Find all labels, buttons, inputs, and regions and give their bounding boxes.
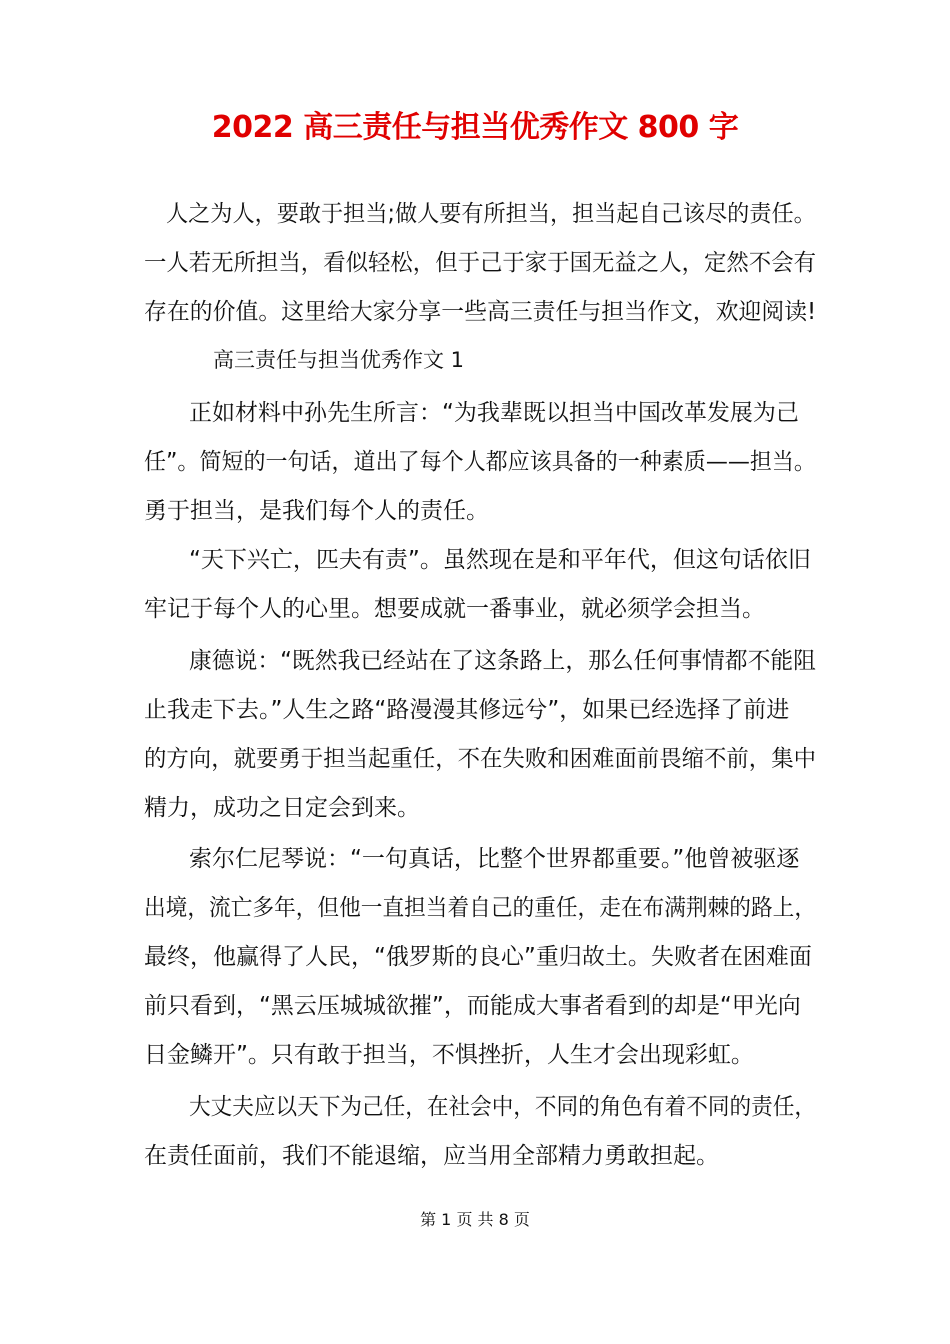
paragraph-line: 在责任面前，我们不能退缩，应当用全部精力勇敢担起。 bbox=[144, 1143, 719, 1169]
essay-subheading: 高三责任与担当优秀作文 1 bbox=[213, 348, 465, 372]
paragraph-line: “天下兴亡，匹夫有责”。虽然现在是和平年代，但这句话依旧 bbox=[189, 547, 811, 573]
paragraph-line: 正如材料中孙先生所言：“为我辈既以担当中国改革发展为己 bbox=[189, 400, 799, 426]
paragraph-line: 勇于担当，是我们每个人的责任。 bbox=[144, 498, 489, 524]
intro-line: 人之为人，要敢于担当;做人要有所担当，担当起自己该尽的责任。 bbox=[166, 201, 816, 227]
paragraph-line: 日金鳞开”。只有敢于担当，不惧挫折，人生才会出现彩虹。 bbox=[144, 1042, 754, 1068]
paragraph-line: 的方向，就要勇于担当起重任，不在失败和困难面前畏缩不前，集中 bbox=[144, 746, 816, 772]
intro-line: 一人若无所担当，看似轻松，但于己于家于国无益之人，定然不会有 bbox=[144, 250, 816, 276]
paragraph-line: 康德说：“既然我已经站在了这条路上，那么任何事情都不能阻 bbox=[189, 648, 816, 674]
paragraph-line: 前只看到，“黑云压城城欲摧”，而能成大事者看到的却是“甲光向 bbox=[144, 993, 801, 1019]
paragraph-line: 大丈夫应以天下为己任，在社会中，不同的角色有着不同的责任， bbox=[189, 1094, 816, 1120]
page-footer: 第 1 页 共 8 页 bbox=[420, 1210, 530, 1229]
paragraph-line: 牢记于每个人的心里。想要成就一番事业，就必须学会担当。 bbox=[144, 596, 765, 622]
paragraph-line: 精力，成功之日定会到来。 bbox=[144, 795, 420, 821]
paragraph-line: 索尔仁尼琴说：“一句真话，比整个世界都重要。”他曾被驱逐 bbox=[189, 846, 800, 872]
paragraph-line: 最终，他赢得了人民，“俄罗斯的良心”重归故土。失败者在困难面 bbox=[144, 944, 812, 970]
paragraph-line: 止我走下去。”人生之路“路漫漫其修远兮”，如果已经选择了前进 bbox=[144, 697, 790, 723]
paragraph-line: 任”。简短的一句话，道出了每个人都应该具备的一种素质——担当。 bbox=[144, 449, 816, 475]
intro-line: 存在的价值。这里给大家分享一些高三责任与担当作文，欢迎阅读! bbox=[144, 299, 817, 325]
paragraph-line: 出境，流亡多年，但他一直担当着自己的重任，走在布满荆棘的路上， bbox=[144, 895, 816, 921]
document-title: 2022 高三责任与担当优秀作文 800 字 bbox=[211, 110, 739, 145]
